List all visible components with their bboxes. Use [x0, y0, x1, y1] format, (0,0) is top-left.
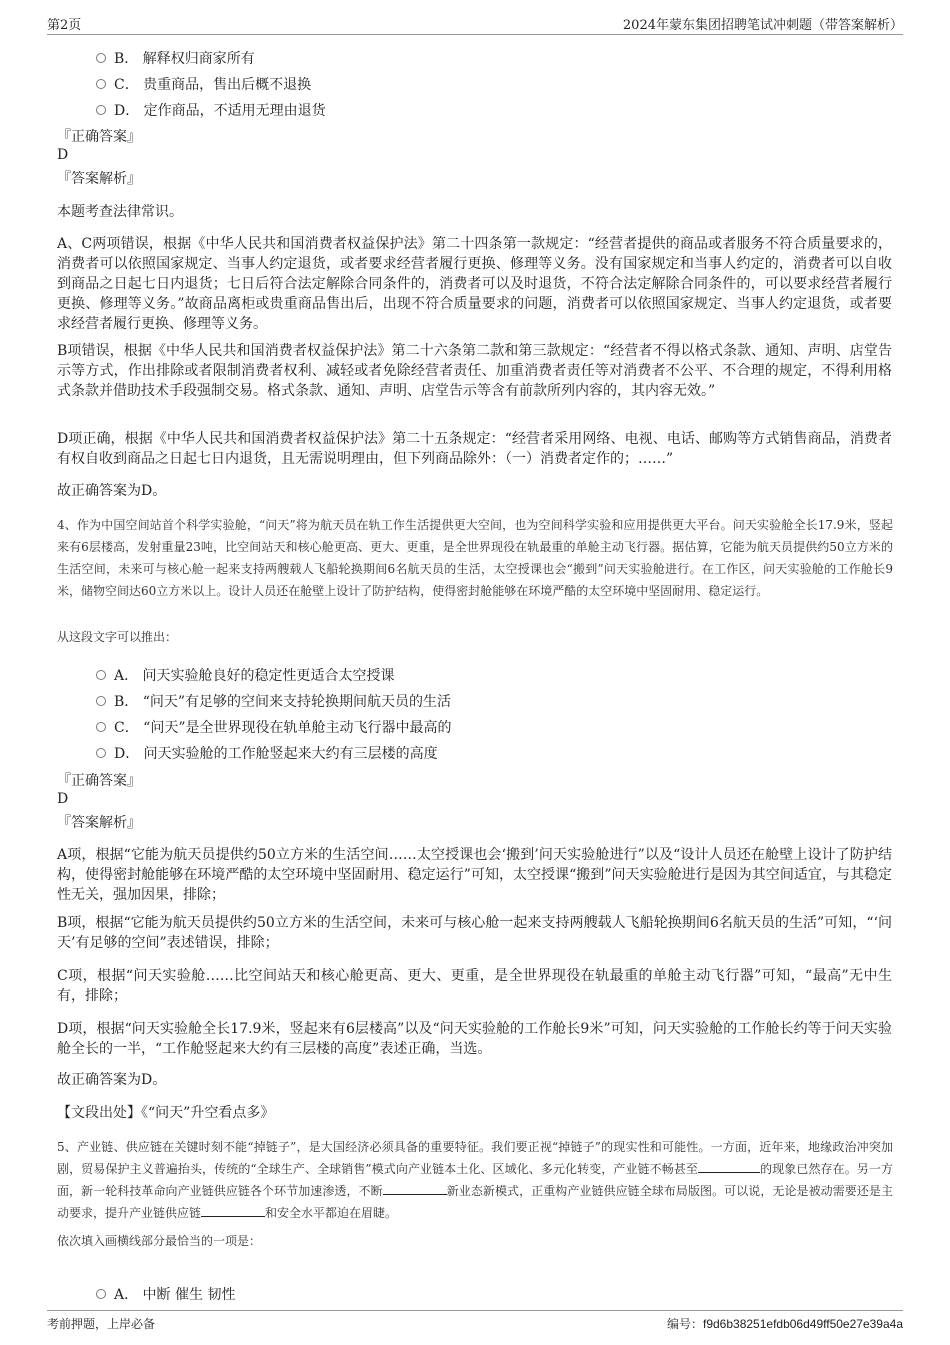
option-label: C． 贵重商品，售出后概不退换 — [114, 77, 312, 93]
option-label: A． 中断 催生 韧性 — [114, 1287, 236, 1303]
q3-analysis-label: 『答案解析』 — [57, 171, 141, 187]
fill-blank-3 — [201, 1204, 265, 1217]
radio-icon[interactable] — [96, 105, 106, 115]
q5-question-text — [57, 1136, 893, 1224]
q3-analysis-p5: 故正确答案为D。 — [57, 483, 167, 499]
option-label: A． 问天实验舱良好的稳定性更适合太空授课 — [114, 668, 395, 684]
q4-analysis-p2: B项，根据“它能为航天员提供约50立方米的生活空间，未来可与核心舱一起来支持两艘载人飞船轮换期间6名航天员的生活”可知，“‘问天’有足够的空间”表述错误，排除； — [57, 915, 892, 951]
q4-analysis-label: 『答案解析』 — [57, 815, 141, 831]
footer-id — [667, 1315, 903, 1332]
page-number: 第2页 — [47, 18, 82, 33]
q3-answer: D — [57, 147, 69, 163]
radio-icon[interactable] — [96, 670, 106, 680]
q4-source: 【文段出处】《“问天”升空看点多》 — [57, 1105, 275, 1121]
q3-analysis-p4: D项正确，根据《中华人民共和国消费者权益保护法》第二十五条规定：“经营者采用网络、电视、电话、邮购等方式销售商品，消费者有权自收到商品之日起七日内退货，且无需说明理由，但下列商品除外：（一）消费者定作的；……” — [57, 431, 892, 467]
option-label: B． “问天”有足够的空间来支持轮换期间航天员的生活 — [114, 694, 452, 710]
q3-analysis-p3: B项错误，根据《中华人民共和国消费者权益保护法》第二十六条第二款和第三款规定：“经营者不得以格式条款、通知、声明、店堂告示等方式，作出排除或者限制消费者权利、减轻或者免除经营者责任、加重消费者责任等对消费者不公平、不合理的规定，不得利用格式条款并借助技术手段强制交易。格式条款、通知、声明、店堂告示等含有前款所列内容的，其内容无效。” — [57, 343, 892, 399]
q3-answer-label: 『正确答案』 — [57, 129, 141, 145]
page-header — [47, 14, 903, 35]
q5-text-part-4: 和安全水平都迫在眉睫。 — [265, 1206, 398, 1220]
option-label: C． “问天”是全世界现役在轨单舱主动飞行器中最高的 — [114, 720, 452, 736]
radio-icon[interactable] — [96, 79, 106, 89]
q4-question-text: 4、作为中国空间站首个科学实验舱，“问天”将为航天员在轨工作生活提供更大空间，也为空间科学实验和应用提供更大平台。问天实验舱全长17.9米，竖起来有6层楼高，发射重量23吨，比空间站天和核心舱更高、更大、更重，是全世界现役在轨最重的单舱主动飞行器。据估算，它能为航天员提供约50立方米的生活空间，未来可与核心舱一起来支持两艘载人飞船轮换期间6名航天员的生活，太空授课也会“搬到”问天实验舱进行。在工作区，问天实验舱的工作舱长9米，储物空间达60立方米以上。设计人员还在舱壁上设计了防护结构，使得密封舱能够在环境严酷的太空环境中坚固耐用、稳定运行。 — [57, 518, 893, 598]
option-label: D． 问天实验舱的工作舱竖起来大约有三层楼的高度 — [114, 746, 438, 762]
radio-icon[interactable] — [96, 53, 106, 63]
q5-prompt: 依次填入画横线部分最恰当的一项是： — [57, 1234, 262, 1248]
q4-answer: D — [57, 791, 69, 807]
q4-answer-label: 『正确答案』 — [57, 773, 141, 789]
fill-blank-2 — [383, 1182, 447, 1195]
radio-icon[interactable] — [96, 1289, 106, 1299]
q5-text-part-2: 的现象已然存在。另一方面，新一轮科技革命向产业链供应链各个环节加速渗透，不断 — [57, 1162, 893, 1198]
q4-option-d[interactable] — [96, 743, 438, 763]
q4-option-b[interactable] — [96, 691, 451, 711]
document-title: 2024年蒙东集团招聘笔试冲刺题（带答案解析） — [622, 18, 903, 33]
footer-id-label: 编号： — [666, 1317, 703, 1331]
footer-id-code: f9d6b38251efdb06d49ff50e27e39a4a — [703, 1317, 903, 1331]
option-label: B． 解释权归商家所有 — [114, 51, 255, 67]
q3-analysis-p2: A、C两项错误，根据《中华人民共和国消费者权益保护法》第二十四条第一款规定：“经营者提供的商品或者服务不符合质量要求的，消费者可以依照国家规定、当事人约定退货，或者要求经营者履行更换、修理等义务。没有国家规定和当事人约定的，消费者可以自收到商品之日起七日内退货；七日后符合法定解除合同条件的，消费者可以及时退货，不符合法定解除合同条件的，可以要求经营者履行更换、修理等义务。”故商品离柜或贵重商品售出后，出现不符合质量要求的问题，消费者可以依照国家规定、当事人约定退货，或者要求经营者履行更换、修理等义务。 — [57, 236, 892, 332]
q3-option-c[interactable] — [96, 74, 311, 94]
q4-analysis-p4: D项，根据“问天实验舱全长17.9米，竖起来有6层楼高”以及“问天实验舱的工作舱长9米”可知，问天实验舱的工作舱长约等于问天实验舱全长的一半，“工作舱竖起来大约有三层楼的高度”表述正确，当选。 — [57, 1021, 892, 1057]
radio-icon[interactable] — [96, 748, 106, 758]
q3-option-b[interactable] — [96, 48, 255, 68]
q4-option-c[interactable] — [96, 717, 451, 737]
q3-analysis-p1: 本题考查法律常识。 — [57, 204, 183, 220]
q4-option-a[interactable] — [96, 665, 395, 685]
fill-blank-1 — [698, 1160, 760, 1173]
q5-option-a[interactable] — [96, 1284, 235, 1304]
q5-text-part-1: 5、产业链、供应链在关键时刻不能“掉链子”，是大国经济必须具备的重要特征。我们要正视“掉链子”的现实性和可能性。一方面，近年来，地缘政治冲突加剧，贸易保护主义普遍抬头，传统的“全球生产、全球销售”模式向产业链本土化、区域化、多元化转变，产业链不畅甚至 — [57, 1140, 893, 1176]
radio-icon[interactable] — [96, 722, 106, 732]
q4-analysis-p3: C项，根据“问天实验舱……比空间站天和核心舱更高、更大、更重，是全世界现役在轨最重的单舱主动飞行器”可知，“最高”无中生有，排除； — [57, 968, 892, 1004]
q4-analysis-p1: A项，根据“它能为航天员提供约50立方米的生活空间……太空授课也会‘搬到’问天实验舱进行”以及“设计人员还在舱壁上设计了防护结构，使得密封舱能够在环境严酷的太空环境中坚固耐用、稳定运行”可知，太空授课“搬到”问天实验舱进行是因为其空间适宜，与其稳定性无关，强加因果，排除； — [57, 847, 892, 903]
radio-icon[interactable] — [96, 696, 106, 706]
q4-analysis-p5: 故正确答案为D。 — [57, 1072, 167, 1088]
q5-text-part-3: 新业态新模式，正重构产业链供应链全球布局版图。可以说，无论是被动需要还是主动要求，提升产业链供应链 — [57, 1184, 893, 1220]
q4-prompt: 从这段文字可以推出： — [57, 630, 178, 644]
q3-option-d[interactable] — [96, 100, 326, 120]
option-label: D． 定作商品，不适用无理由退货 — [114, 103, 326, 119]
footer-slogan: 考前押题，上岸必备 — [47, 1317, 156, 1331]
page-footer — [47, 1310, 903, 1333]
